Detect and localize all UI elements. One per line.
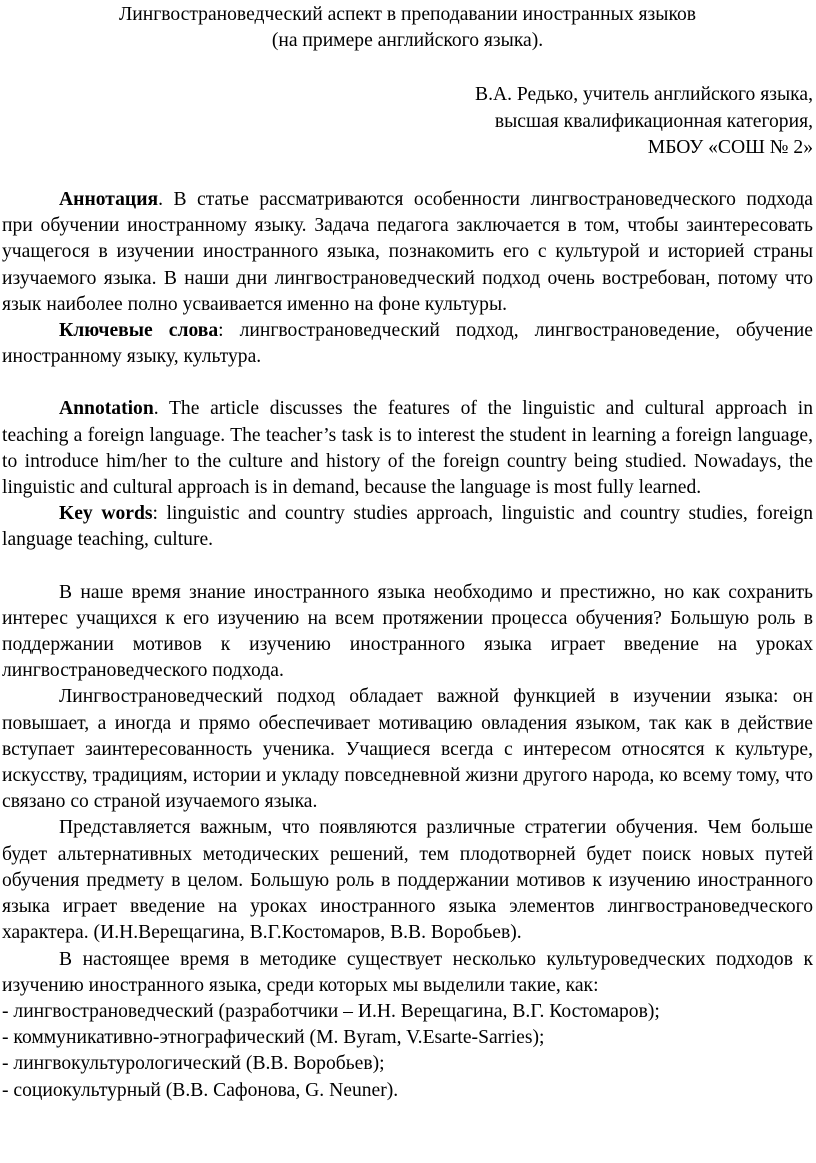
list-item: - социокультурный (В.В. Сафонова, G. Neuner). bbox=[2, 1079, 399, 1101]
body-paragraph-3: Представляется важным, что появляются различные стратегии обучения. Чем больше будет альтернативных методических решений, тем плодотворней будет поиск новых путей обучения предмету в целом. Большую роль в поддержании мотивов к изучению иностранного языка играет введение на уроках иностранного языка элементов лингвострановедческого характера. (И.Н.Верещагина, В.Г.Костомаров, В.В. Воробьев). bbox=[2, 817, 813, 944]
article-title bbox=[2, 2, 813, 54]
author-block bbox=[2, 82, 813, 161]
spacer bbox=[2, 554, 813, 580]
keywords-ru bbox=[2, 318, 813, 370]
spacer bbox=[2, 370, 813, 396]
keywords-en bbox=[2, 501, 813, 553]
author-name-line: В.А. Редько, учитель английского языка, bbox=[475, 84, 813, 106]
body-paragraph-2: Лингвострановедческий подход обладает важной функцией в изучении языка: он повышает, а иногда и прямо обеспечивает мотивацию овладения языком, так как в действие вступает заинтересованность ученика. Учащиеся всегда с интересом относятся к культуре, искусству, традициям, истории и укладу повседневной жизни другого народа, ко всему тому, что связано со страной изучаемого языка. bbox=[2, 686, 813, 813]
author-school-line: МБОУ «СОШ № 2» bbox=[647, 136, 813, 158]
spacer bbox=[2, 161, 813, 187]
list-item: - коммуникативно-этнографический (M. Byram, V.Esarte-Sarries); bbox=[2, 1027, 545, 1049]
author-category-line: высшая квалификационная категория, bbox=[494, 110, 813, 132]
keywords-ru-label: Ключевые слова bbox=[59, 320, 219, 342]
abstract-ru-text: . В статье рассматриваются особенности лингвострановедческого подхода при обучении иностранному языку. Задача педагога заключается в том, чтобы заинтересовать учащегося в изучении иностранного языка, познакомить его с культурой и историей страны изучаемого языка. В наши дни лингвострановедческий подход очень востребован, потому что язык наиболее полно усваивается именно на фоне культуры. bbox=[2, 189, 813, 315]
abstract-en bbox=[2, 396, 813, 501]
title-line-1: Лингвострановедческий аспект в преподавании иностранных языков bbox=[118, 4, 697, 25]
list-item: - лингвострановедческий (разработчики – И.Н. Верещагина, В.Г. Костомаров); bbox=[2, 1000, 660, 1022]
list-item: - лингвокультурологический (В.В. Воробьев); bbox=[2, 1053, 385, 1075]
document-page bbox=[0, 2, 816, 1163]
abstract-ru bbox=[2, 187, 813, 318]
body-paragraph-1: В наше время знание иностранного языка необходимо и престижно, но как сохранить интерес учащихся к его изучению на всем протяжении процесса обучения? Большую роль в поддержании мотивов к изучению иностранного языка играет введение на уроках лингвострановедческого подхода. bbox=[2, 581, 813, 682]
abstract-en-text: . The article discusses the features of the linguistic and cultural approach in teaching a foreign language. The teacher’s task is to interest the student in learning a foreign language, to introduce him/her to the culture and history of the foreign country being studied. Nowadays, the linguistic and cultural approach is in demand, because the language is most fully learned. bbox=[2, 398, 813, 499]
abstract-ru-label: Аннотация bbox=[59, 189, 159, 211]
keywords-en-text: : linguistic and country studies approach, linguistic and country studies, foreign language teaching, culture. bbox=[2, 503, 813, 551]
keywords-en-label: Key words bbox=[59, 503, 153, 525]
title-line-2: (на примере английского языка). bbox=[271, 30, 544, 52]
keywords-ru-text: : лингвострановедческий подход, лингвострановедение, обучение иностранному языку, культура. bbox=[2, 320, 813, 368]
body-paragraph-4: В настоящее время в методике существует несколько культуроведческих подходов к изучению иностранного языка, среди которых мы выделили такие, как: bbox=[2, 948, 813, 996]
abstract-en-label: Annotation bbox=[59, 398, 154, 420]
